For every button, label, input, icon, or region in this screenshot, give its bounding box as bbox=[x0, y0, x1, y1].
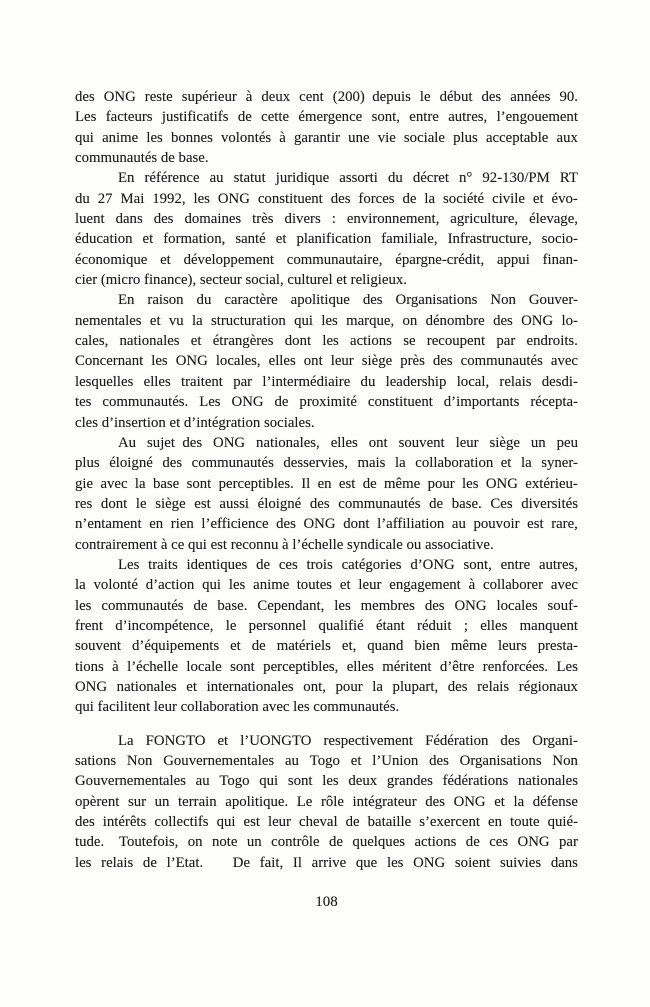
text-line: Au sujet des ONG nationales, elles ont souvent leur siège un peu bbox=[118, 434, 578, 451]
text-line: cles d’insertion et d’intégration sociales. bbox=[75, 414, 315, 431]
text-line: Gouvernementales au Togo qui sont les deux grandes fédérations nationales bbox=[75, 773, 578, 790]
paragraph bbox=[75, 87, 578, 168]
text-line: tude. Toutefois, on note un contrôle de quelques actions de ces ONG par bbox=[75, 834, 578, 851]
text-line: cier (micro finance), secteur social, culturel et religieux. bbox=[75, 272, 407, 289]
text-line: frent d’incompétence, le personnel qualifié étant réduit ; elles manquent bbox=[75, 617, 578, 634]
text-line: souvent d’équipements et de matériels et, quand bien même leurs presta- bbox=[75, 638, 578, 655]
text-line: gie avec la base sont perceptibles. Il en est de même pour les ONG extérieu- bbox=[75, 475, 578, 492]
paragraph bbox=[75, 290, 578, 432]
paragraph bbox=[75, 433, 578, 555]
paragraph bbox=[75, 731, 578, 873]
text-line: les communautés de base. Cependant, les membres des ONG locales souf- bbox=[75, 597, 578, 614]
paragraph bbox=[75, 555, 578, 718]
text-line: éducation et formation, santé et planification familiale, Infrastructure, socio- bbox=[75, 231, 578, 248]
text-line: cales, nationales et étrangères dont les actions se recoupent par endroits. bbox=[75, 333, 578, 350]
text-line: les relais de l’Etat. De fait, Il arrive que les ONG soient suivies dans bbox=[75, 854, 578, 871]
text-line: économique et développement communautaire, épargne-crédit, appui finan- bbox=[75, 251, 578, 268]
text-line: La FONGTO et l’UONGTO respectivement Fédération des Organi- bbox=[118, 732, 578, 749]
text-line: lesquelles elles traitent par l’intermédiaire du leadership local, relais desdi- bbox=[75, 373, 578, 390]
text-line: n’entament en rien l’efficience des ONG dont l’affiliation au pouvoir est rare, bbox=[75, 516, 578, 533]
text-line: Concernant les ONG locales, elles ont leur siège près des communautés avec bbox=[75, 353, 578, 370]
text-line: En raison du caractère apolitique des Organisations Non Gouver- bbox=[118, 292, 578, 309]
text-line: res dont le siège est aussi éloigné des communautés de base. Ces diversités bbox=[75, 495, 578, 512]
page-number: 108 bbox=[315, 894, 338, 910]
text-line: Les traits identiques de ces trois catégories d’ONG sont, entre autres, bbox=[118, 556, 578, 573]
paragraph bbox=[75, 168, 578, 290]
text-line: des ONG reste supérieur à deux cent (200) depuis le début des années 90. bbox=[75, 89, 578, 105]
text-line: ONG nationales et internationales ont, pour la plupart, des relais régionaux bbox=[75, 678, 578, 695]
text-line: du 27 Mai 1992, les ONG constituent des forces de la société civile et évo- bbox=[75, 190, 578, 207]
text-line: plus éloigné des communautés desservies, mais la collaboration et la syner- bbox=[75, 455, 578, 472]
body-text bbox=[75, 87, 578, 873]
text-line: des intérêts collectifs qui est leur cheval de bataille s’exercent en toute quié- bbox=[75, 814, 578, 831]
text-line: qui anime les bonnes volontés à garantir une vie sociale plus acceptable aux bbox=[75, 129, 578, 146]
text-line: communautés de base. bbox=[75, 150, 209, 167]
text-line: opèrent sur un terrain apolitique. Le rôle intégrateur des ONG et la défense bbox=[75, 793, 578, 810]
text-line: sations Non Gouvernementales au Togo et l’Union des Organisations Non bbox=[75, 753, 578, 769]
text-line: nementales et vu la structuration qui les marque, on dénombre des ONG lo- bbox=[75, 312, 578, 329]
text-line: Les facteurs justificatifs de cette émergence sont, entre autres, l’engouement bbox=[75, 109, 578, 126]
text-line: luent dans des domaines très divers : environnement, agriculture, élevage, bbox=[75, 211, 578, 228]
text-line: tions à l’échelle locale sont perceptibles, elles méritent d’être renforcées. Les bbox=[75, 658, 578, 675]
text-line: la volonté d’action qui les anime toutes et leur engagement à collaborer avec bbox=[75, 577, 578, 594]
text-line: contrairement à ce qui est reconnu à l’échelle syndicale ou associative. bbox=[75, 536, 494, 553]
text-line: qui facilitent leur collaboration avec les communautés. bbox=[75, 699, 400, 716]
text-line: En référence au statut juridique assorti du décret n° 92-130/PM RT bbox=[118, 170, 578, 187]
text-line: tes communautés. Les ONG de proximité constituent d’importants récepta- bbox=[75, 394, 578, 411]
